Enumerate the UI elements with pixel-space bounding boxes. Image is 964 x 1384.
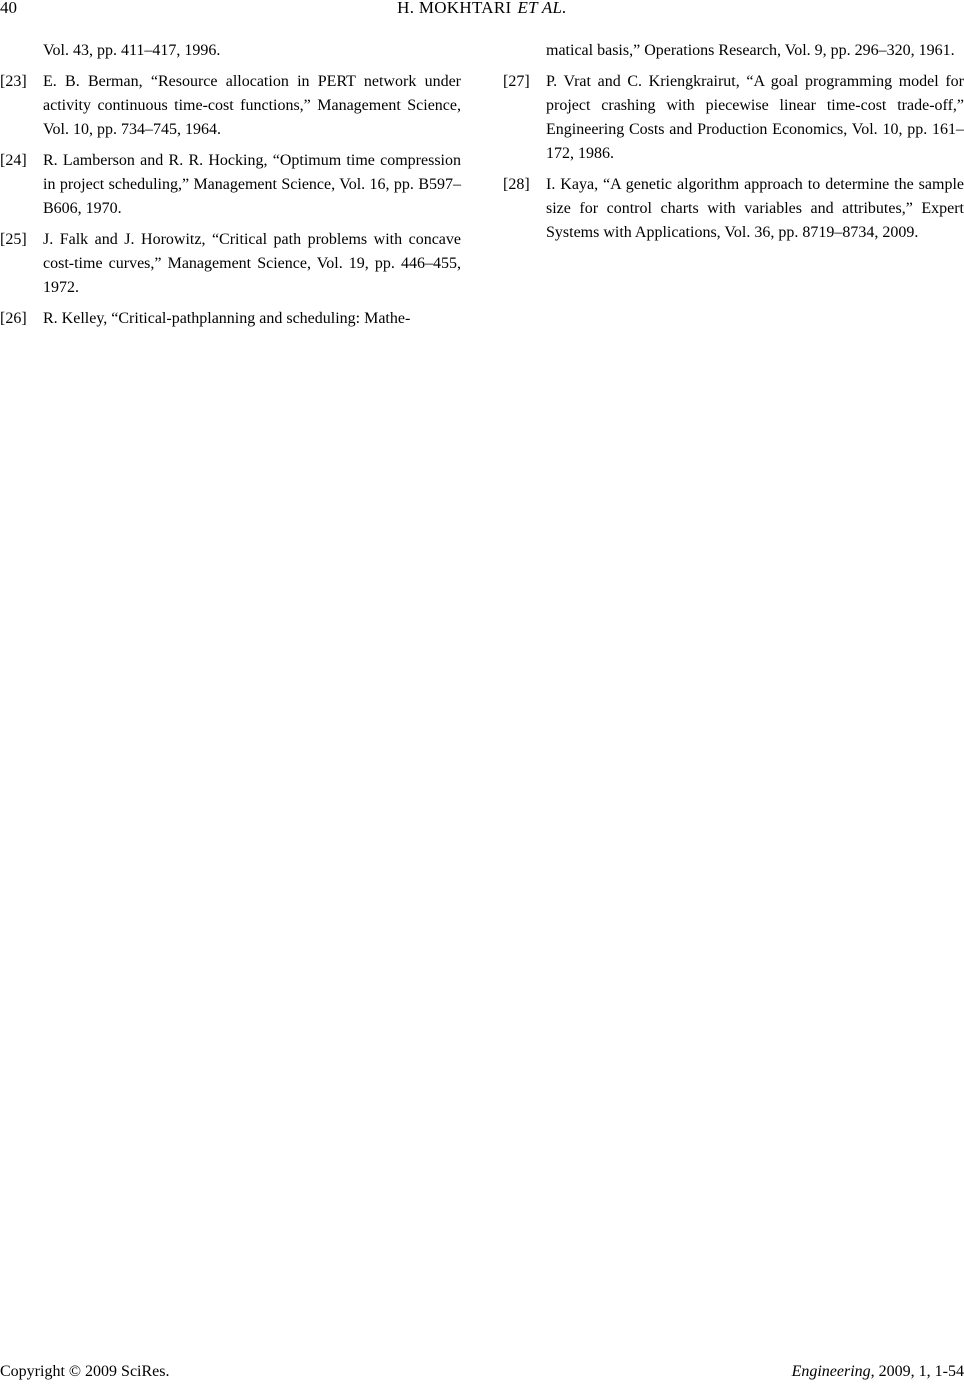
reference-number: [24] xyxy=(0,152,27,169)
footer-citation xyxy=(792,1362,964,1382)
reference-text: R. Kelley, “Critical-pathplanning and scheduling: Mathe- xyxy=(43,310,411,327)
reference-continuation: matical basis,” Operations Research, Vol. 9, pp. 296–320, 1961. xyxy=(546,42,955,59)
reference-continuation: Vol. 43, pp. 411–417, 1996. xyxy=(43,42,221,59)
reference-item xyxy=(0,228,461,300)
page-number: 40 xyxy=(0,0,17,17)
footer-volume-info: , 2009, 1, 1-54 xyxy=(870,1363,964,1380)
right-column xyxy=(503,39,964,252)
reference-text: P. Vrat and C. Kriengkrairut, “A goal programming model for project crashing with piecewise linear time-cost trade-off,” Engineering Costs and Production Economics, Vol. 10, pp. 161–172, 1986. xyxy=(546,73,964,162)
running-header-authors: H. MOKHTARI xyxy=(397,0,512,17)
reference-item xyxy=(503,173,964,245)
reference-text: J. Falk and J. Horowitz, “Critical path problems with concave cost-time curves,” Management Science, Vol. 19, pp. 446–455, 1972. xyxy=(43,231,461,296)
footer-journal-name: Engineering xyxy=(791,1363,871,1380)
running-header xyxy=(0,0,964,18)
reference-number: [27] xyxy=(503,73,530,90)
reference-number: [26] xyxy=(0,310,27,327)
footer-copyright: Copyright © 2009 SciRes. xyxy=(0,1363,170,1380)
left-column xyxy=(0,39,461,338)
running-header-et-al: ET AL. xyxy=(517,0,567,17)
reference-number: [28] xyxy=(503,176,530,193)
reference-number: [25] xyxy=(0,231,27,248)
reference-item xyxy=(503,70,964,166)
reference-text: I. Kaya, “A genetic algorithm approach to determine the sample size for control charts with variables and attributes,” Expert Systems with Applications, Vol. 36, pp. 8719–8734, 2009. xyxy=(546,176,964,241)
reference-number: [23] xyxy=(0,73,27,90)
reference-text: E. B. Berman, “Resource allocation in PERT network under activity continuous time-cost functions,” Management Science, Vol. 10, pp. 734–745, 1964. xyxy=(43,73,461,138)
reference-item xyxy=(0,307,461,331)
reference-text: R. Lamberson and R. R. Hocking, “Optimum time compression in project scheduling,” Management Science, Vol. 16, pp. B597–B606, 1970. xyxy=(43,152,461,217)
reference-item xyxy=(0,149,461,221)
reference-item xyxy=(0,70,461,142)
